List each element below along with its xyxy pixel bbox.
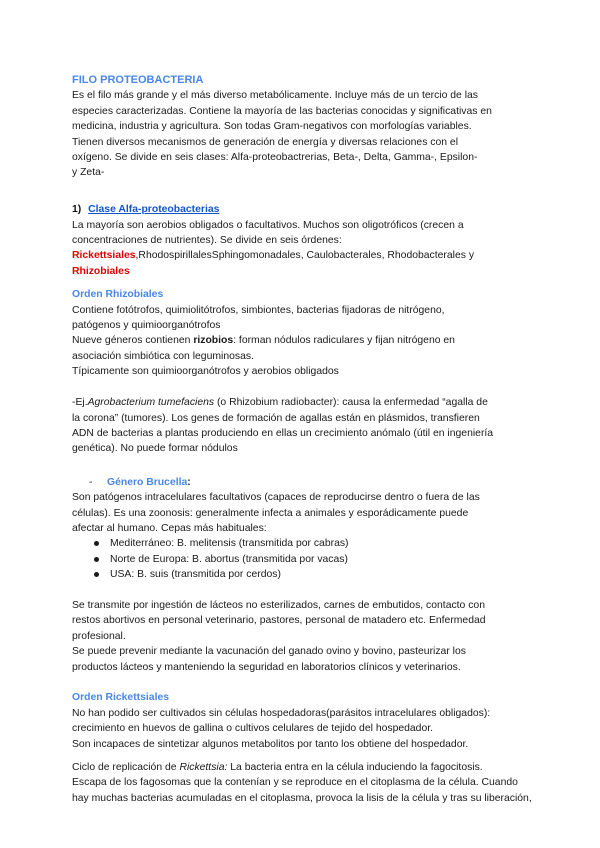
genus-name: Rickettsia: xyxy=(179,762,228,773)
rizobios-term: rizobios xyxy=(193,335,234,347)
brucella-line: afectar al humano. Cepas más habituales: xyxy=(72,522,267,534)
example-line: ADN de bacterias a plantas produciendo en ellas un crecimiento anómalo (útil en ingeniería xyxy=(72,427,494,439)
rhizobiales-line: Contiene fotótrofos, quimiolitótrofos, simbiontes, bacterias fijadoras de nitrógeno, xyxy=(72,304,445,316)
rhizobiales-line xyxy=(72,333,538,348)
rhizobiales-text: Nueve géneros contienen xyxy=(72,335,194,347)
example-text: (o Rhizobium radiobacter): causa la enfermedad “agalla de xyxy=(214,397,488,409)
list-item: Norte de Europa: B. abortus (transmitida por vacas) xyxy=(110,552,538,567)
cycle-line: Escapa de los fagosomas que la contenían y se reproduce en el citoplasma de la célula. Cuando xyxy=(72,777,518,789)
transmission-line: Se puede prevenir mediante la vacunación del ganado ovino y bovino, pasteurizar los xyxy=(72,646,466,658)
intro-line: Tienen diversos mecanismos de generación de energía y diversas relaciones con el xyxy=(72,136,459,148)
rhizobiales-line: asociación simbiótica con leguminosas. xyxy=(72,350,254,362)
strain-list xyxy=(72,536,538,582)
document-title: FILO PROTEOBACTERIA xyxy=(72,74,204,86)
intro-line: oxígeno. Se divide en seis clases: Alfa-proteobactrerias, Beta-, Delta, Gamma-, Epsilon- xyxy=(72,152,478,164)
section-1-number: 1) xyxy=(72,204,82,216)
transmission-line: profesional. xyxy=(72,630,126,642)
section-1-line: concentraciones de nutrientes). Se divide en seis órdenes: xyxy=(72,235,342,247)
rhizobiales-line: Típicamente son quimioorganótrofos y aerobios obligados xyxy=(72,366,339,378)
rickettsiales-line: No han podido ser cultivados sin células hospedadoras(parásitos intracelulares obligados): xyxy=(72,707,491,719)
cycle-line xyxy=(72,760,538,775)
transmission-line: Se transmite por ingestión de lácteos no esterilizados, carnes de embutidos, contacto con xyxy=(72,599,485,611)
document-content xyxy=(72,70,538,806)
cycle-text: La bacteria entra en la célula induciendo la fagocitosis. xyxy=(227,762,483,773)
example-line: la corona” (tumores). Los genes de formación de agallas están en plásmidos, transfieren xyxy=(72,412,480,424)
brucella-heading xyxy=(72,475,538,490)
rickettsiales-heading: Orden Rickettsiales xyxy=(72,692,170,704)
orders-middle: ,RhodospirillalesSphingomonadales, Caulobacterales, Rhodobacterales y xyxy=(135,250,475,262)
brucella-title: Género Brucella xyxy=(107,476,188,488)
intro-line: medicina, industria y agricultura. Son todas Gram-negativos con morfologías variables. xyxy=(72,121,472,133)
rhizobiales-heading: Orden Rhizobiales xyxy=(72,289,164,301)
intro-line: especies caracterizadas. Contiene la mayoría de las bacterias conocidas y significativas en xyxy=(72,105,492,117)
rickettsiales-line: crecimiento en huevos de gallina o cultivos celulares de tejido del hospedador. xyxy=(72,723,434,735)
order-rickettsiales: Rickettsiales xyxy=(72,250,136,262)
dash-marker: - xyxy=(89,476,93,488)
rhizobiales-text: : forman nódulos radiculares y fijan nitrógeno en xyxy=(233,335,455,347)
orders-line xyxy=(72,248,538,263)
example-prefix: -Ej. xyxy=(72,397,88,409)
list-item: Mediterráneo: B. melitensis (transmitida por cabras) xyxy=(110,536,538,551)
intro-line: Es el filo más grande y el más diverso metabólicamente. Incluye más de un tercio de las xyxy=(72,90,479,102)
cycle-line: hay muchas bacterias acumuladas en el citoplasma, provoca la lisis de la célula y tras su liberación, xyxy=(72,792,532,804)
transmission-line: productos lácteos y manteniendo la seguridad en laboratorios clínicos y veterinarios. xyxy=(72,661,461,673)
example-line: genética). No puede formar nódulos xyxy=(72,443,238,455)
brucella-colon: : xyxy=(187,476,191,488)
rickettsiales-line: Son incapaces de sintetizar algunos metabolitos por tanto los obtiene del hospedador. xyxy=(72,738,469,750)
order-rhizobiales: Rhizobiales xyxy=(72,265,130,277)
section-1-heading xyxy=(72,202,538,217)
cycle-text: Ciclo de replicación de xyxy=(72,762,180,773)
brucella-line: Son patógenos intracelulares facultativos (capaces de reproducirse dentro o fuera de las xyxy=(72,492,480,504)
section-1-link[interactable]: Clase Alfa-proteobacterias xyxy=(88,204,220,216)
section-1-line: La mayoría son aerobios obligados o facultativos. Muchos son oligotróficos (crecen a xyxy=(72,219,464,231)
example-line xyxy=(72,395,538,410)
species-name: Agrobacterium tumefaciens xyxy=(87,397,215,409)
intro-line: y Zeta- xyxy=(72,167,105,179)
transmission-line: restos abortivos en personal veterinario, pastores, personal de matadero etc. Enfermedad xyxy=(72,615,486,627)
brucella-line: células). Es una zoonosis: generalmente infecta a animales y esporádicamente puede xyxy=(72,507,469,519)
rhizobiales-line: patógenos y quimioorganótrofos xyxy=(72,320,221,332)
list-item: USA: B. suis (transmitida por cerdos) xyxy=(110,567,538,582)
orders-line-2 xyxy=(72,264,538,279)
